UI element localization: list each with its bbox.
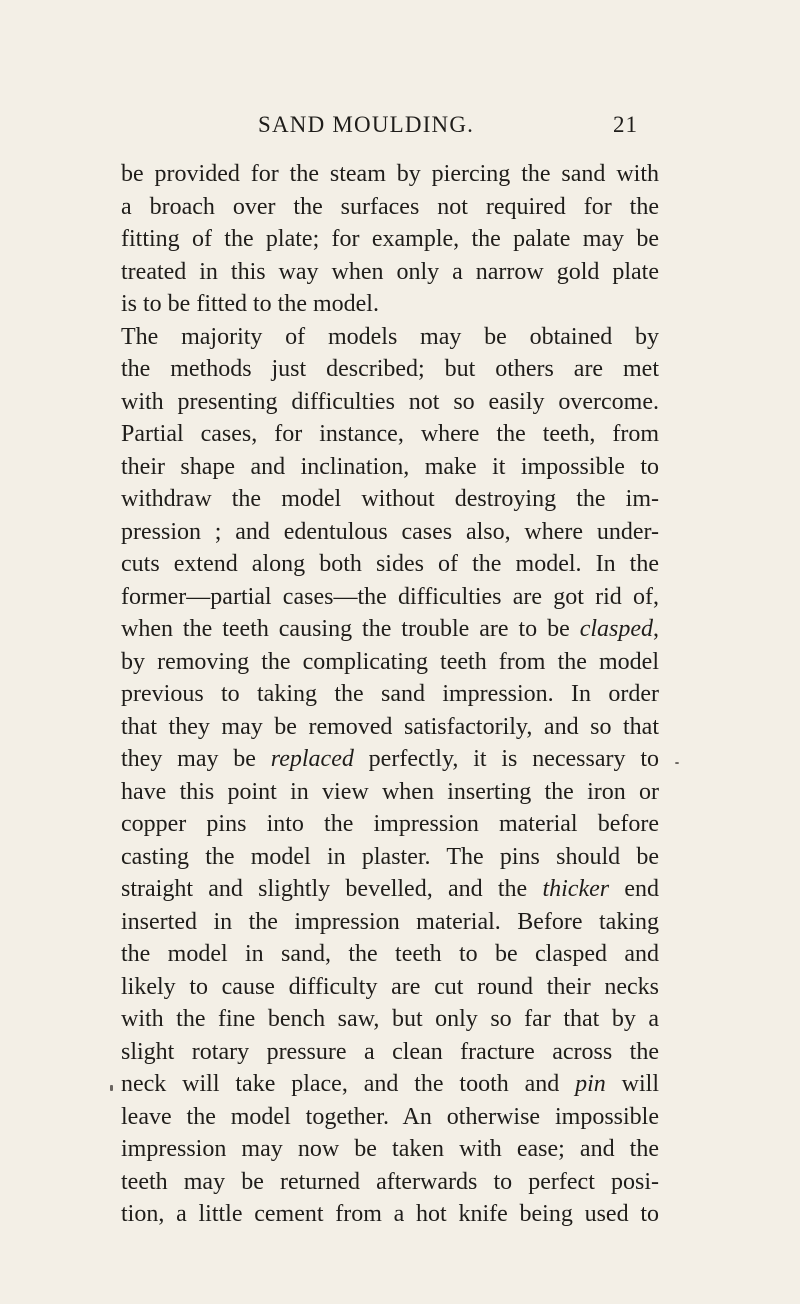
text-line: that they may be removed satisfactorily, and so that <box>121 713 659 740</box>
text-line: tion, a little cement from a hot knife being used to <box>121 1201 659 1227</box>
text-segment: straight and slightly bevelled, and the <box>121 876 543 902</box>
text-line: casting the model in plaster. The pins should be <box>121 843 659 870</box>
text-segment: when the teeth causing the trouble are to be <box>121 616 580 642</box>
text-line: teeth may be returned afterwards to perfect posi- <box>121 1168 659 1195</box>
text-line <box>121 1068 659 1101</box>
text-line: leave the model together. An otherwise impossible <box>121 1103 659 1130</box>
text-line: inserted in the impression material. Before taking <box>121 908 659 935</box>
paper-speck <box>110 1085 113 1091</box>
text-line: treated in this way when only a narrow gold plate <box>121 258 659 285</box>
italic-word: clasped <box>579 616 653 642</box>
running-head <box>258 112 638 144</box>
text-line <box>121 613 659 646</box>
text-line: with presenting difficulties not so easily overcome. <box>121 388 659 415</box>
text-line: be provided for the steam by piercing the sand with <box>121 161 659 187</box>
text-line: by removing the complicating teeth from the model <box>121 648 659 675</box>
text-segment: neck will take place, and the tooth and <box>121 1071 576 1097</box>
text-line: The majority of models may be obtained by <box>121 323 659 350</box>
italic-word: thicker <box>542 876 610 902</box>
text-segment: end <box>609 876 660 902</box>
text-segment: will <box>605 1071 659 1097</box>
chapter-title: SAND MOULDING. <box>258 112 475 137</box>
text-line: is to be fitted to the model. <box>121 291 379 317</box>
text-line: former—partial cases—the difficulties are got rid of, <box>121 583 659 610</box>
text-line: fitting of the plate; for example, the palate may be <box>121 226 659 252</box>
text-line: copper pins into the impression material before <box>121 811 659 837</box>
italic-word: pin <box>575 1071 606 1097</box>
text-line: likely to cause difficulty are cut round their necks <box>121 973 659 1000</box>
text-line: a broach over the surfaces not required for the <box>121 193 659 220</box>
text-line <box>121 743 659 776</box>
text-line: slight rotary pressure a clean fracture across the <box>121 1038 659 1065</box>
text-line: withdraw the model without destroying the im- <box>121 486 659 512</box>
text-line: previous to taking the sand impression. In order <box>121 681 659 707</box>
italic-word: replaced <box>270 746 354 772</box>
text-line: with the fine bench saw, but only so far that by a <box>121 1006 659 1032</box>
text-line: their shape and inclination, make it impossible to <box>121 453 659 480</box>
text-segment: , <box>653 616 659 642</box>
text-line: pression ; and edentulous cases also, where under- <box>121 518 659 545</box>
text-line: have this point in view when inserting the iron or <box>121 778 659 805</box>
text-line: the model in sand, the teeth to be clasped and <box>121 941 659 967</box>
text-line: the methods just described; but others are met <box>121 356 659 382</box>
text-line: cuts extend along both sides of the model. In the <box>121 551 659 577</box>
text-line <box>121 873 659 906</box>
text-line: impression may now be taken with ease; and the <box>121 1136 659 1162</box>
body-text <box>121 158 659 1231</box>
paper-speck <box>675 762 679 764</box>
text-line: Partial cases, for instance, where the teeth, from <box>121 421 659 447</box>
page-number: 21 <box>613 112 638 137</box>
text-segment: perfectly, it is necessary to <box>353 746 660 772</box>
text-segment: they may be <box>121 746 271 772</box>
